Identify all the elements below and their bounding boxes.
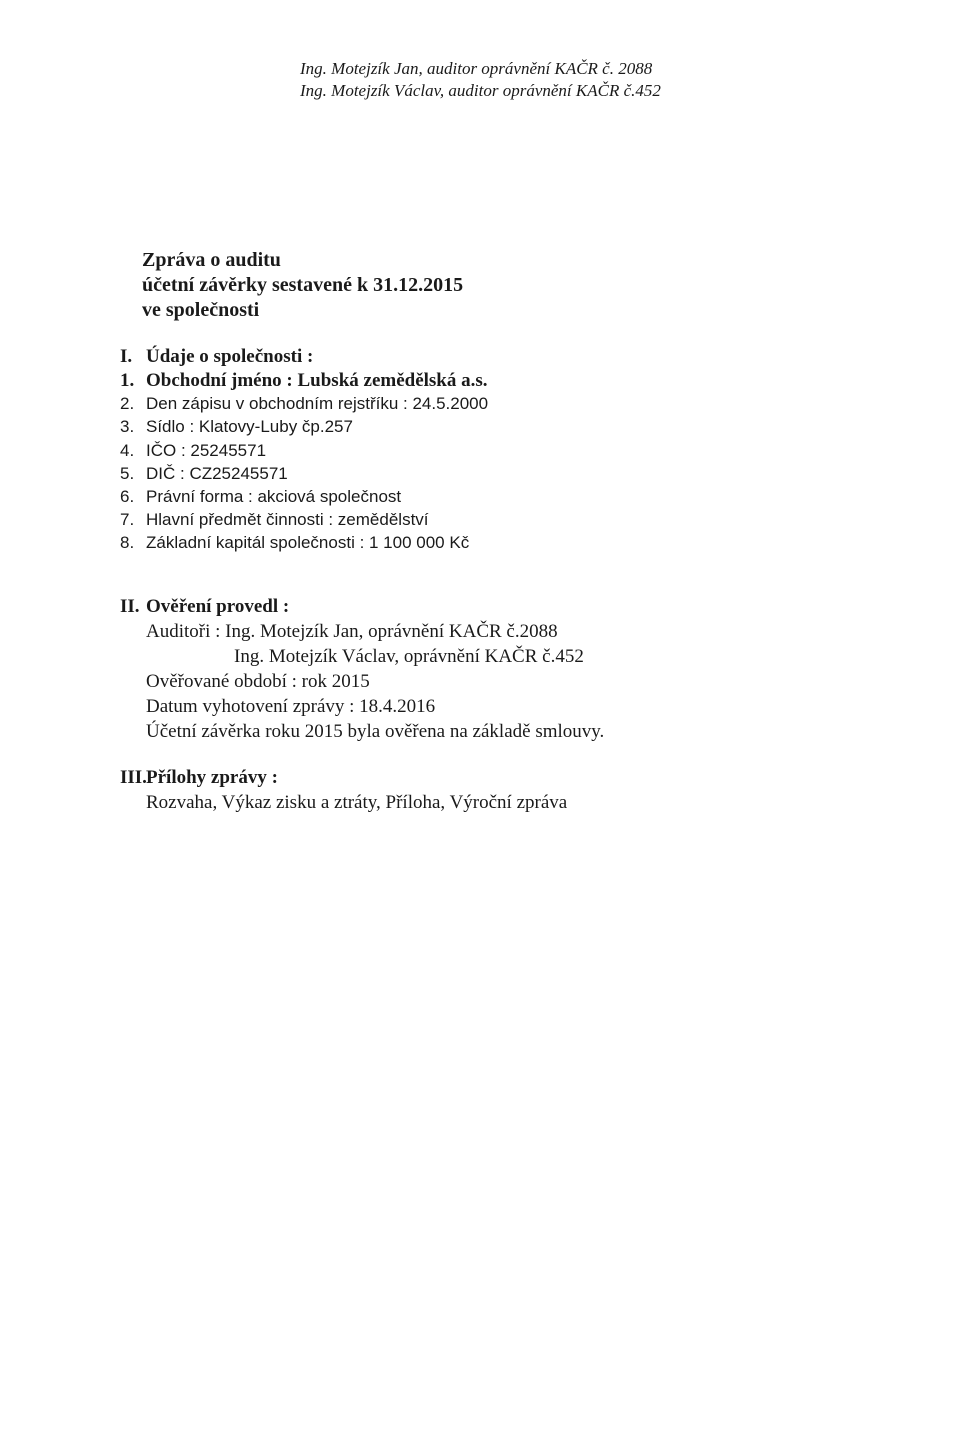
section-3-number: III. xyxy=(120,767,147,788)
section-2-title: Ověření provedl : xyxy=(146,596,290,617)
item-text: Základní kapitál společnosti : 1 100 000 Kč xyxy=(146,533,470,553)
item-number: 1. xyxy=(120,370,135,391)
auditors-line: Auditoři : Ing. Motejzík Jan, oprávnění KAČR č.2088 xyxy=(146,621,558,642)
section-1-heading xyxy=(120,345,488,369)
attachments-text: Rozvaha, Výkaz zisku a ztráty, Příloha, Výroční zpráva xyxy=(146,792,568,813)
header-line-1: Ing. Motejzík Jan, auditor oprávnění KAČR č. 2088 xyxy=(300,59,653,78)
report-date: Datum vyhotovení zprávy : 18.4.2016 xyxy=(146,696,436,717)
section-2-number: II. xyxy=(120,596,140,617)
section-3-title: Přílohy zprávy : xyxy=(146,767,278,788)
company-info-list xyxy=(120,369,488,555)
section-3-heading xyxy=(120,766,567,790)
list-item-ico xyxy=(120,439,488,462)
item-number: 6. xyxy=(120,487,135,507)
section-verification xyxy=(120,595,604,744)
list-item-dic xyxy=(120,462,488,485)
auditor-header xyxy=(300,58,661,102)
item-number: 7. xyxy=(120,510,135,530)
list-item-main-activity xyxy=(120,508,488,531)
section-company-info xyxy=(120,345,488,555)
item-number: 3. xyxy=(120,417,135,437)
title-line-3: ve společnosti xyxy=(142,299,260,321)
item-text: Obchodní jméno : Lubská zemědělská a.s. xyxy=(146,370,488,391)
list-item-registration-date xyxy=(120,392,488,415)
item-text: Hlavní předmět činnosti : zemědělství xyxy=(146,510,429,530)
item-text: Den zápisu v obchodním rejstříku : 24.5.2000 xyxy=(146,394,489,414)
item-text: IČO : 25245571 xyxy=(146,440,267,460)
item-text: Sídlo : Klatovy-Luby čp.257 xyxy=(146,417,353,437)
report-title xyxy=(142,248,463,323)
item-number: 4. xyxy=(120,440,135,460)
section-1-number: I. xyxy=(120,346,133,367)
section-2-heading xyxy=(120,595,604,619)
audit-period: Ověřované období : rok 2015 xyxy=(146,671,370,692)
attachments-list xyxy=(146,790,567,815)
list-item-legal-form xyxy=(120,485,488,508)
auditors-line-2: Ing. Motejzík Václav, oprávnění KAČR č.452 xyxy=(234,646,584,667)
verification-details xyxy=(146,619,604,744)
item-number: 5. xyxy=(120,463,135,483)
item-text: DIČ : CZ25245571 xyxy=(146,463,288,483)
item-text: Právní forma : akciová společnost xyxy=(146,487,402,507)
title-line-1: Zpráva o auditu xyxy=(142,249,281,271)
item-number: 8. xyxy=(120,533,135,553)
section-1-title: Údaje o společnosti : xyxy=(146,346,314,367)
item-number: 2. xyxy=(120,394,135,414)
list-item-seat xyxy=(120,415,488,438)
header-line-2: Ing. Motejzík Václav, auditor oprávnění KAČR č.452 xyxy=(300,81,661,100)
title-line-2: účetní závěrky sestavené k 31.12.2015 xyxy=(142,274,464,296)
list-item-business-name xyxy=(120,369,488,392)
list-item-share-capital xyxy=(120,531,488,554)
verification-note: Účetní závěrka roku 2015 byla ověřena na základě smlouvy. xyxy=(146,721,605,742)
section-attachments xyxy=(120,766,567,815)
